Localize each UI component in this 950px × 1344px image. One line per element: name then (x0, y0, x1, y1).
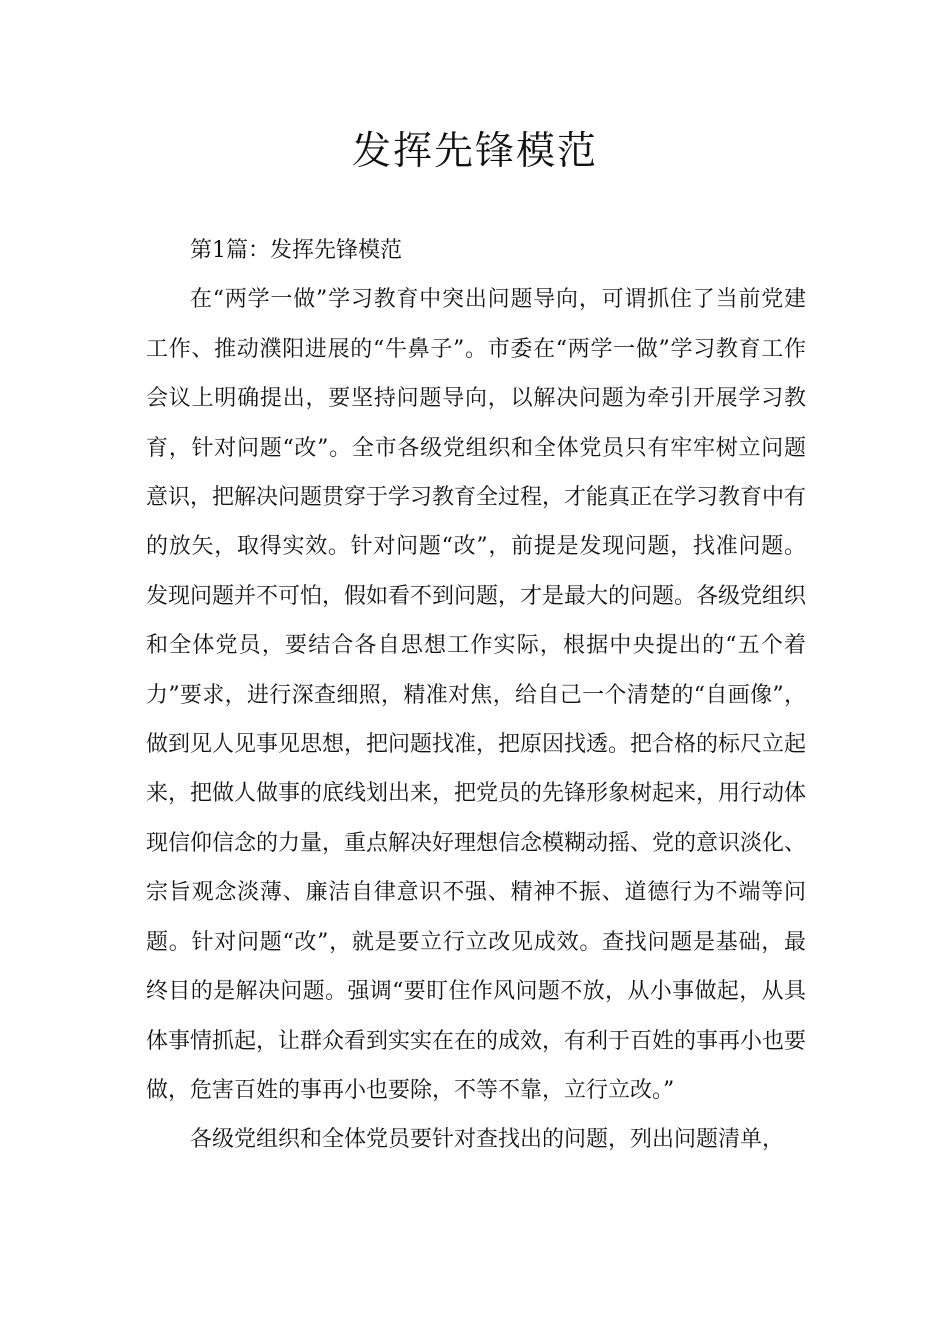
section-heading: 第1篇：发挥先锋模范 (190, 238, 402, 263)
document-title: 发挥先锋模范 (351, 129, 598, 174)
document-body (146, 226, 806, 1165)
paragraph-1: 在“两学一做”学习教育中突出问题导向，可谓抓住了当前党建工作、推动濮阳进展的“牛鼻子”。市委在“两学一做”学习教育工作会议上明确提出，要坚持问题导向，以解决问题为牵引开展学习教育，针对问题“改”。全市各级党组织和全体党员只有牢牢树立问题意识，把解决问题贯穿于学习教育全过程，才能真正在学习教育中有的放矢，取得实效。针对问题“改”，前提是发现问题，找准问题。发现问题并不可怕，假如看不到问题，才是最大的问题。各级党组织和全体党员，要结合各自思想工作实际，根据中央提出的“五个着力”要求，进行深查细照，精准对焦，给自己一个清楚的“自画像”，做到见人见事见思想，把问题找准，把原因找透。把合格的标尺立起来，把做人做事的底线划出来，把党员的先锋形象树起来，用行动体现信仰信念的力量，重点解决好理想信念模糊动摇、党的意识淡化、宗旨观念淡薄、廉洁自律意识不强、精神不振、道德行为不端等问题。针对问题“改”，就是要立行立改见成效。查找问题是基础，最终目的是解决问题。强调“要盯住作风问题不放，从小事做起，从具体事情抓起，让群众看到实实在在的成效，有利于百姓的事再小也要做，危害百姓的事再小也要除，不等不靠，立行立改。” (146, 287, 807, 1103)
paragraph-2: 各级党组织和全体党员要针对查找出的问题，列出问题清单， (190, 1127, 785, 1153)
